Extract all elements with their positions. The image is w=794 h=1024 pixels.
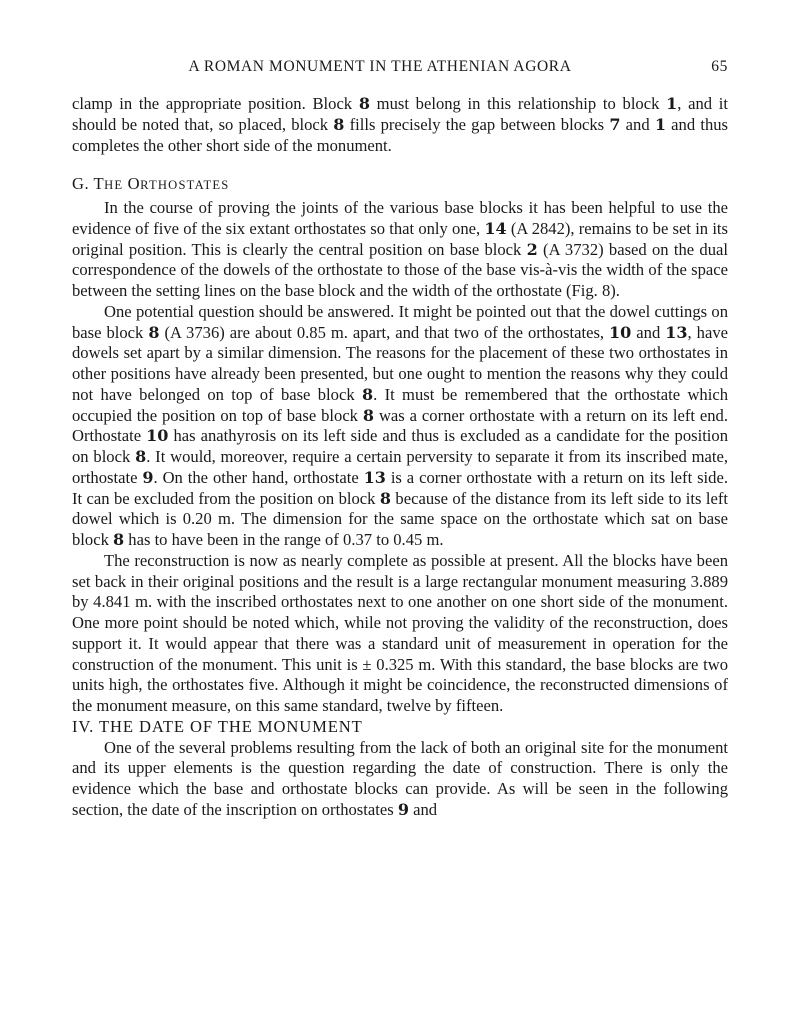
text-run: One potential question should be answered. It might be pointed out that the dowel cuttings on base block	[72, 301, 728, 342]
block-number: 10	[609, 322, 632, 342]
block-number: 1	[654, 114, 666, 134]
text-run: , have dowels set apart by a similar dimension. The reasons for the placement of these two orthostates in other positions have already been presented, but one ought to mention the reasons why they could not have belonged on top of base block	[72, 322, 728, 404]
paragraph-2	[72, 302, 728, 551]
text-run: was a corner orthostate with a return on its left end. Orthostate	[72, 405, 728, 446]
paragraph-1	[72, 198, 728, 302]
block-number: 9	[397, 799, 409, 819]
heading-lead: G. T	[72, 174, 105, 194]
text-run: (A 3732) based on the dual correspondence of the dowels of the orthostate to those of the base vis-à-vis the width of the space between the setting lines on the base block and the width of the orthostate (Fig. 8).	[72, 239, 729, 300]
text-run: and	[620, 114, 655, 134]
running-header	[72, 58, 728, 80]
text-run: , and it should be noted that, so placed, block	[72, 94, 729, 134]
text-run: and	[631, 322, 666, 342]
page-number: 65	[711, 58, 728, 75]
block-number: 13	[363, 467, 386, 487]
block-number: 2	[526, 239, 538, 259]
section-heading-g	[72, 174, 728, 196]
block-number: 14	[484, 218, 507, 238]
text-run: (A 2842), remains to be set in its original position. This is clearly the central position on base block	[72, 218, 728, 259]
block-number: 10	[146, 426, 169, 446]
text-run: is a corner orthostate with a return on its left side. It can be excluded from the position on block	[72, 467, 728, 508]
text-run: must belong in this relationship to block	[369, 94, 667, 113]
block-number: 8	[135, 447, 147, 466]
text-run: clamp in the appropriate position. Block	[72, 94, 359, 113]
block-number: 1	[666, 94, 678, 113]
text-run: (A 3736) are about 0.85 m. apart, and that two of the orthostates,	[159, 322, 610, 342]
text-run: One of the several problems resulting from the lack of both an original site for the monument and its upper elements is the question regarding the date of construction. There is only the evidence which the base and orthostate blocks can provide. As will be seen in the following section, the date of the inscription on orthostates	[72, 737, 728, 819]
block-number: 8	[362, 405, 375, 425]
block-number: 8	[148, 322, 160, 342]
text-run: has to have been in the range of 0.37 to 0.45 m.	[124, 530, 444, 549]
text-run: . It must be remembered that the orthostate which occupied the position on top of base block	[72, 384, 728, 425]
text-run: has anathyrosis on its left side and thus is excluded as a candidate for the position on block	[72, 426, 729, 466]
text-run: and	[408, 799, 438, 819]
text-run: The reconstruction is now as nearly complete as possible at present. All the blocks have been set back in their original positions and the result is a large rectangular monument measuring 3.889 by 4.841 m. with the inscribed orthostates next to one another on one short side of the monument. One more point should be noted which, while not proving the validity of the reconstruction, does support it. It would appear that there was a standard unit of measurement in operation for the construction of the monument. This unit is ± 0.325 m. With this standard, the base blocks are two units high, the orthostates five. Although it might be coincidence, the reconstructed dimensions of the monument measure, on this same standard, twelve by fifteen.	[72, 550, 728, 715]
paragraph-intro	[72, 94, 728, 156]
section-heading-iv: IV. THE DATE OF THE MONUMENT	[72, 716, 363, 736]
text-run: and thus completes the other short side of the monument.	[72, 114, 728, 155]
text-run: . On the other hand, orthostate	[153, 467, 364, 487]
paragraph-3	[72, 551, 728, 717]
article-body	[72, 94, 728, 821]
running-title: A ROMAN MONUMENT IN THE ATHENIAN AGORA	[188, 58, 572, 75]
heading-smallcaps: RTHOSTATES	[140, 178, 230, 193]
text-run: because of the distance from its left side to its left dowel which is 0.20 m. The dimension for the same space on the orthostate which sat on base block	[72, 488, 728, 549]
block-number: 8	[358, 94, 370, 113]
paragraph-4	[72, 738, 728, 821]
text-run: . It would, moreover, require a certain perversity to separate it from its inscribed mate, orthostate	[72, 447, 728, 487]
block-number: 7	[609, 114, 621, 134]
block-number: 9	[142, 467, 154, 487]
heading-cap: O	[127, 174, 141, 194]
block-number: 8	[113, 530, 125, 549]
block-number: 8	[379, 488, 392, 508]
text-run: fills precisely the gap between blocks	[344, 114, 610, 134]
block-number: 8	[333, 114, 345, 134]
text-run: In the course of proving the joints of the various base blocks it has been helpful to use the evidence of five of the six extant orthostates so that only one,	[72, 198, 728, 238]
block-number: 8	[361, 384, 374, 404]
block-number: 13	[665, 322, 688, 342]
heading-smallcaps: HE	[104, 178, 128, 193]
